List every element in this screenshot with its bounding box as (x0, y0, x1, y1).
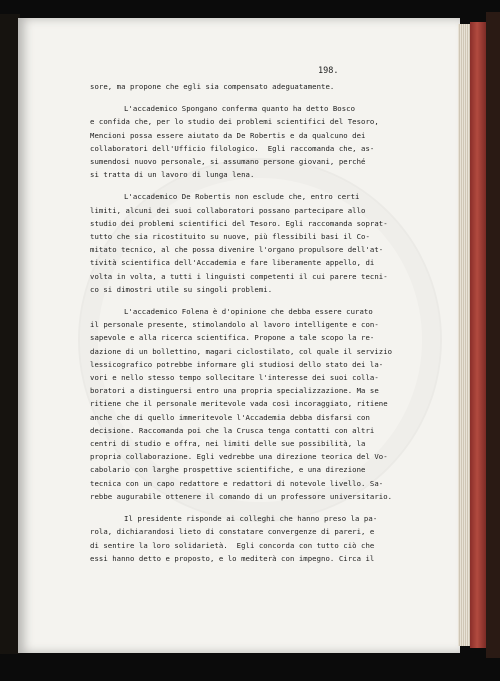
paragraph (90, 190, 390, 296)
text-line: ritiene che il personale meritevole vada così incoraggiato, ritiene (90, 399, 388, 409)
text-line: Il presidente risponde ai colleghi che hanno preso la pa- (124, 514, 378, 524)
text-line: lessicografico potrebbe informare gli studiosi dello stato dei la- (90, 359, 384, 369)
text-line: tutto che sia ricostituito su nuove, più flessibili basi il Co- (90, 232, 370, 242)
text-line: vori e nello stesso tempo sollecitare l'interesse dei suoi colla- (90, 373, 379, 383)
text-line: decisione. Raccomanda poi che la Crusca tenga contatti con altri (90, 425, 375, 435)
text-line: si tratta di un lavoro di lunga lena. (90, 170, 255, 180)
text-line: propria collaborazione. Egli vedrebbe una direzione teorica del Vo- (90, 452, 388, 462)
text-line: sore, ma propone che egli sia compensato adeguatamente. (90, 82, 335, 91)
text-line: sapevole e alla ricerca scientifica. Propone a tale scopo la re- (90, 333, 375, 343)
page-number: 198. (318, 66, 339, 76)
text-line: rola, dichiarandosi lieto di constatare convergenze di pareri, e (90, 527, 375, 537)
text-line: essi hanno detto e proposto, e lo mediterà con impegno. Circa il (90, 553, 375, 563)
text-line: di sentire la loro solidarietà. Egli concorda con tutto ciò che (90, 540, 375, 550)
paragraph-gap (90, 93, 390, 102)
paragraph (90, 512, 390, 565)
text-line: anche che di quello immeritevole l'Accademia debba disfarsi con (90, 412, 370, 422)
right-cover (486, 12, 500, 658)
text-line: il personale presente, stimolandolo al lavoro intelligente e con- (90, 320, 379, 330)
text-line: limiti, alcuni dei suoi collaboratori possano partecipare allo (90, 205, 366, 215)
text-line: volta in volta, a tutti i linguisti competenti il cui parere tecni- (90, 271, 388, 281)
text-line: tività scientifica dell'Accademia e fare liberamente appello, di (90, 258, 375, 268)
text-line: e confida che, per lo studio dei problemi scientifici del Tesoro, (90, 117, 379, 127)
text-line: Mencioni possa essere aiutato da De Robertis e da qualcuno dei (90, 130, 366, 140)
paragraph-gap (90, 503, 390, 512)
text-line: collaboratori dell'Ufficio filologico. Egli raccomanda che, as- (90, 143, 375, 153)
text-line: L'accademico De Robertis non esclude che, entro certi (124, 192, 360, 202)
text-line: rebbe augurabile ottenere il comando di un professore universitario. (90, 491, 393, 501)
paragraph (90, 102, 390, 181)
left-cover (0, 14, 20, 654)
paragraph-gap (90, 296, 390, 305)
text-line: cabolario con larghe prospettive scientifiche, e una direzione (90, 465, 366, 475)
text-line: dazione di un bollettino, magari ciclostilato, col quale il servizio (90, 346, 393, 356)
text-line: centri di studio e offra, nei limiti delle sue possibilità, la (90, 439, 366, 449)
body-text (90, 80, 393, 565)
text-line: studio dei problemi scientifici del Tesoro. Egli raccomanda soprat- (90, 218, 388, 228)
paragraph (90, 305, 393, 503)
text-line: co si dimostri utile su singoli problemi. (90, 284, 273, 294)
paragraph-gap (90, 181, 390, 190)
text-line: mitato tecnico, al che possa divenire l'organo propulsore dell'at- (90, 245, 384, 255)
text-line: tecnica con un capo redattore e redattori di notevole livello. Sa- (90, 478, 384, 488)
text-line: boratori a distinguersi entro una propria specializzazione. Ma se (90, 386, 379, 396)
text-line: L'accademico Folena è d'opinione che debba essere curato (124, 307, 373, 317)
paragraph (90, 80, 390, 93)
text-line: L'accademico Spongano conferma quanto ha detto Bosco (124, 104, 356, 114)
text-line: sumendosi nuovo personale, si assumano persone giovani, perché (90, 157, 366, 167)
